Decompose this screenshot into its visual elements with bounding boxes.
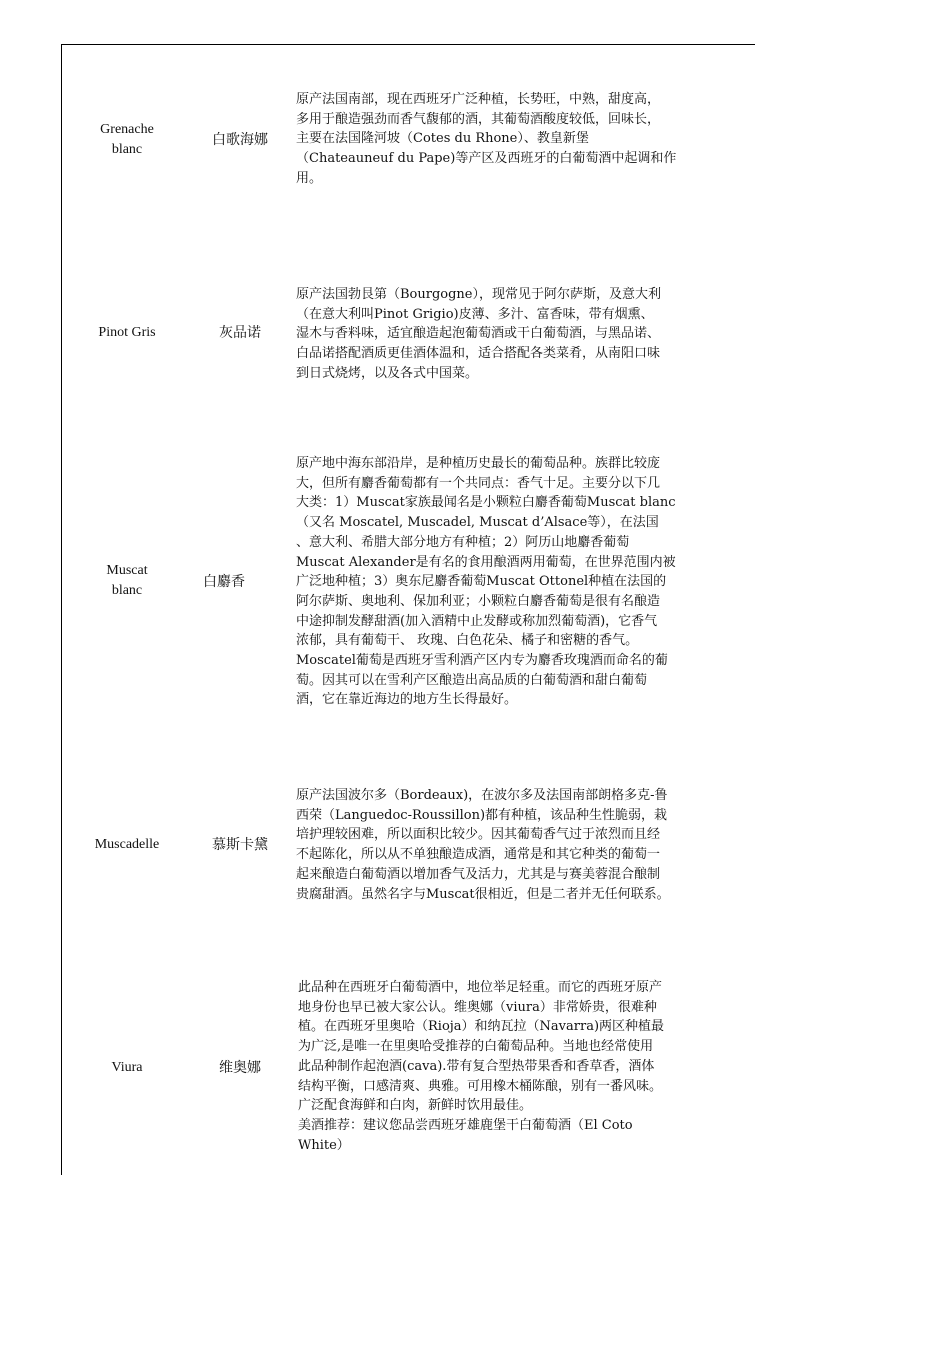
table-row [62, 285, 762, 395]
variety-description: 此品种在西班牙白葡萄酒中，地位举足轻重。而它的西班牙原产 地身份也早已被大家公认。维奥娜（viura）非常娇贵，很难种 植。在西班牙里奥哈（Rioja）和纳瓦拉（Navarra)两区种植最 为广泛,是唯一在里奥哈受推荐的白葡萄品种。当地也经常使用 此品种制作起泡酒(cava).带有复合型热带果香和香草香，酒体 结构平衡，口感清爽、典雅。可用橡木桶陈酿，别有一番风味。 广泛配食海鲜和白肉，新鲜时饮用最佳。 美酒推荐：建议您品尝西班牙雄鹿堡干白葡萄酒（El Coto White） [298, 980, 665, 1153]
variety-english-name: Muscat blanc [106, 563, 148, 598]
variety-english-name: Muscadelle [94, 837, 160, 852]
variety-english-name: Pinot Gris [98, 325, 156, 340]
variety-chinese-name: 维奥娜 [219, 1060, 261, 1076]
variety-description: 原产法国勃艮第（Bourgogne），现常见于阿尔萨斯，及意大利 （在意大利叫Pinot Grigio)皮薄、多汁、富香味，带有烟熏、 湿木与香料味，适宜酿造起泡葡萄酒或干白葡萄酒，与黑品诺、 白品诺搭配酒质更佳酒体温和，适合搭配各类菜肴，从南阳口味 到日式烧烤，以及各式中国菜。 [296, 287, 662, 381]
table-top-border [61, 44, 755, 45]
variety-english-name: Grenache blanc [100, 122, 154, 157]
table-row [62, 90, 762, 200]
variety-description: 原产法国南部，现在西班牙广泛种植，长势旺，中熟，甜度高， 多用于酿造强劲而香气馥郁的酒，其葡萄酒酸度较低，回味长， 主要在法国隆河坡（Cotes du Rhone）、教皇新堡 （Chateauneuf du Pape)等产区及西班牙的白葡萄酒中起调和作 用。 [296, 92, 677, 186]
variety-description: 原产地中海东部沿岸，是种植历史最长的葡萄品种。族群比较庞 大，但所有麝香葡萄都有一个共同点：香气十足。主要分以下几 大类：1）Muscat家族最闻名是小颗粒白麝香葡萄Muscat blanc （又名 Moscatel, Muscadel, Muscat d’Alsace等），在法国 、意大利、希腊大部分地方有种植；2）阿历山地麝香葡萄 Muscat Alexander是有名的食用酿酒两用葡萄，在世界范围内被 广泛地种植；3）奥东尼麝香葡萄Muscat Ottonel种植在法国的 阿尔萨斯、奥地利、保加利亚；小颗粒白麝香葡萄是很有名酿造 中途抑制发酵甜酒(加入酒精中止发酵或称加烈葡萄酒)，它香气 浓郁，具有葡萄干、 玫瑰、白色花朵、橘子和密糖的香气。 Moscatel葡萄是西班牙雪利酒产区内专为麝香玫瑰酒而命名的葡 萄。因其可以在雪利产区酿造出高品质的白葡萄酒和甜白葡萄 酒，它在靠近海边的地方生长得最好。 [296, 456, 676, 708]
table-row [62, 454, 762, 714]
variety-chinese-name: 慕斯卡黛 [212, 837, 268, 853]
variety-chinese-name: 白麝香 [203, 574, 245, 590]
variety-english-name: Viura [111, 1060, 143, 1075]
variety-chinese-name: 灰品诺 [219, 325, 261, 341]
variety-chinese-name: 白歌海娜 [212, 132, 268, 148]
table-row [62, 786, 762, 906]
table-row [62, 978, 762, 1158]
variety-description: 原产法国波尔多（Bordeaux)，在波尔多及法国南部朗格多克-鲁 西荣（Languedoc-Roussillon)都有种植，该品种生性脆弱，栽 培护理较困难，所以面积比较少。因其葡萄香气过于浓烈而且经 不起陈化，所以从不单独酿造成酒，通常是和其它种类的葡萄一 起来酿造白葡萄酒以增加香气及活力，尤其是与赛美蓉混合酿制 贵腐甜酒。虽然名字与Muscat很相近，但是二者并无任何联系。 [296, 788, 670, 902]
